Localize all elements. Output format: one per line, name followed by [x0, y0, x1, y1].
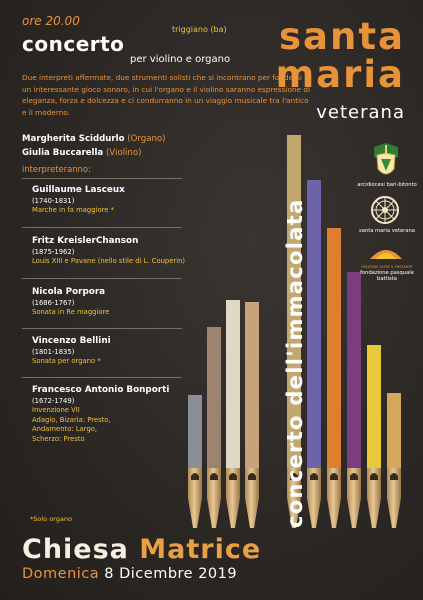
pipe-mouth	[347, 468, 361, 498]
composer-name: Guillaume Lasceux	[32, 185, 125, 195]
event-date	[22, 566, 237, 582]
instruments-subtitle: per violino e organo	[130, 54, 231, 65]
pipe-mouth	[245, 468, 259, 498]
church-title-line3: veterana	[316, 102, 405, 123]
event-type-title: concerto	[22, 32, 125, 56]
composer-dates: (1672-1749)	[32, 397, 75, 405]
divider	[22, 328, 182, 329]
composer-dates: (1875-1962)	[32, 248, 75, 256]
program-label: interpreteranno:	[22, 164, 91, 174]
pipe-mouth	[226, 468, 240, 498]
composer-work: Sonata in Re maggiore	[32, 308, 110, 316]
logo-motto: PASSIONE OLTRE IL PRESENTE	[361, 265, 413, 269]
pipe-body	[367, 345, 381, 468]
composer-work: Scherzo: Presto	[32, 434, 85, 443]
program-item	[32, 385, 242, 444]
performer-item	[22, 132, 166, 146]
event-day-name: Domenica	[22, 566, 100, 582]
composer-work: Andamento: Largo,	[32, 425, 98, 433]
event-city: triggiano (ba)	[172, 25, 227, 34]
pipe-body	[327, 228, 341, 468]
performer-name: Giulia Buccarella	[22, 148, 104, 158]
pipe-mouth	[188, 468, 202, 498]
composer-name: Vincenzo Bellini	[32, 336, 111, 346]
composer-dates: (1740-1831)	[32, 197, 75, 205]
venue-word-1: Chiesa	[22, 534, 140, 565]
composer-work: Invenzione VII	[32, 406, 80, 414]
pipe-body	[307, 180, 321, 468]
solo-organ-footnote: *Solo organo	[30, 515, 72, 523]
pipe-foot	[387, 498, 401, 528]
composer-work: Adagio, Bizaria: Presto,	[32, 415, 111, 424]
logo-caption: arcidiocesi bari-bitonto	[357, 182, 417, 188]
church-title-line1: santa	[279, 15, 405, 58]
venue-name	[22, 534, 261, 565]
pipe-foot	[367, 498, 381, 528]
pipe-foot	[226, 498, 240, 528]
pipe-foot	[188, 498, 202, 528]
pipe-foot	[327, 498, 341, 528]
divider	[22, 278, 182, 279]
intro-paragraph: Due interpreti affermate, due strumenti solisti che si incontrano per fondersi in un interessante gioco sonoro, in cui l'organo e il violino saranno espressione di eleganza, forza e dolcezza e ci condurranno in un viaggio musicale tra l'antico e il moderno.	[22, 73, 311, 117]
divider	[22, 377, 182, 378]
pipe-mouth	[307, 468, 321, 498]
composer-work: Louis XIII e Pavane (nello stile di L. Couperin)	[32, 257, 186, 265]
sunrise-logo-icon	[366, 243, 406, 265]
concert-title-vertical: concerto dell'immacolata	[283, 198, 307, 528]
pipe-mouth	[367, 468, 381, 498]
program-item	[32, 336, 242, 367]
venue-word-2: Matrice	[139, 534, 262, 565]
performers-list	[22, 132, 166, 160]
composer-work: Sonata per organo *	[32, 357, 101, 365]
divider	[22, 227, 182, 228]
event-time: ore 20.00	[22, 14, 80, 28]
logo-caption: santa maria veterana	[359, 228, 415, 234]
pipe-mouth	[387, 468, 401, 498]
performer-role: (Violino)	[105, 148, 142, 158]
composer-work: Marche in fa maggiore *	[32, 206, 114, 214]
pipe-body	[347, 272, 361, 468]
composer-name: Francesco Antonio Bonporti	[32, 385, 170, 395]
program-item	[32, 287, 242, 318]
pipe-mouth	[207, 468, 221, 498]
composer-dates: (1801-1835)	[32, 348, 75, 356]
performer-item	[22, 146, 166, 160]
rose-window-icon	[370, 195, 400, 225]
performer-name: Margherita Sciddurlo	[22, 134, 125, 144]
pipe-foot	[207, 498, 221, 528]
coat-of-arms-icon	[368, 143, 404, 179]
composer-name: Nicola Porpora	[32, 287, 106, 297]
program-item	[32, 236, 242, 267]
performer-role: (Organo)	[127, 134, 166, 144]
pipe-body	[245, 302, 259, 468]
church-title-line2: maria	[275, 53, 405, 96]
divider	[22, 178, 182, 179]
composer-dates: (1686-1767)	[32, 299, 75, 307]
pipe-mouth	[327, 468, 341, 498]
pipe-foot	[307, 498, 321, 528]
program-item	[32, 185, 242, 216]
pipe-foot	[245, 498, 259, 528]
composer-name: Fritz KreislerChanson	[32, 236, 139, 246]
event-date-rest: 8 Dicembre 2019	[99, 566, 238, 582]
pipe-foot	[347, 498, 361, 528]
logo-caption: fondazione pasquale battista	[360, 270, 414, 283]
pipe-body	[387, 393, 401, 468]
